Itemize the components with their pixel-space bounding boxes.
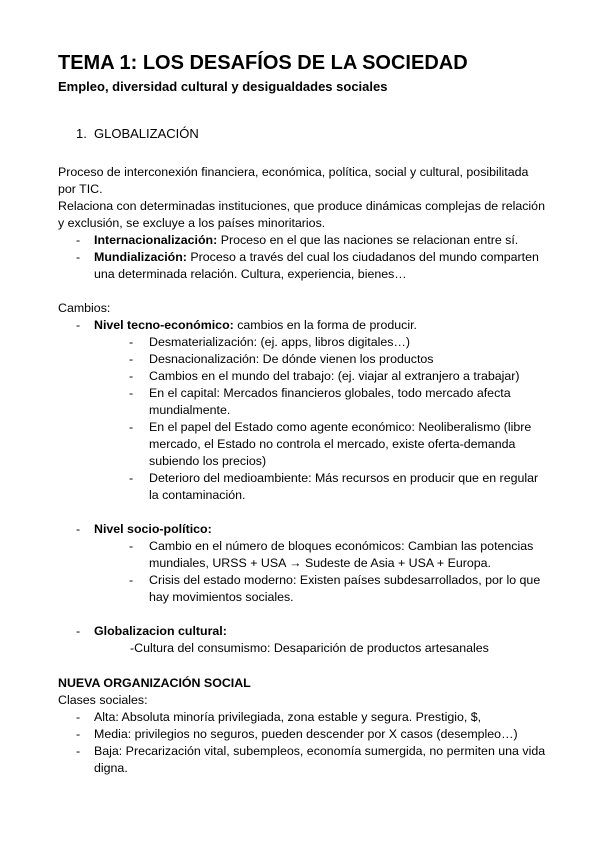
cultural-item: -Cultura del consumismo: Desaparición de productos artesanales bbox=[130, 641, 489, 655]
cambios-label: Cambios: bbox=[58, 301, 111, 315]
term-label: Internacionalización: bbox=[94, 233, 218, 247]
list-item: - Baja: Precarización vital, subempleos, economía sumergida, no permiten una vida digna. bbox=[58, 743, 548, 777]
tecno-sublist bbox=[129, 334, 548, 504]
list-item bbox=[58, 623, 548, 657]
list-item bbox=[58, 249, 548, 283]
list-item: - Desnacionalización: De dónde vienen los productos bbox=[129, 351, 548, 368]
term-text: cambios en la forma de producir. bbox=[233, 318, 417, 332]
list-item: - En el capital: Mercados financieros globales, todo mercado afecta mundialmente. bbox=[129, 385, 548, 419]
section-heading-organizacion: NUEVA ORGANIZACIÓN SOCIAL bbox=[58, 676, 251, 690]
intro-paragraph-2: Relaciona con determinadas instituciones, que produce dinámicas complejas de relación y exclusión, se excluye a los países minoritarios. bbox=[58, 199, 545, 230]
list-item bbox=[58, 521, 548, 606]
list-item: - Cambio en el número de bloques económicos: Cambian las potencias mundiales, URSS + USA → Sudeste de Asia + USA + Europa. bbox=[129, 538, 548, 572]
section-title: GLOBALIZACIÓN bbox=[94, 126, 199, 141]
socio-sublist bbox=[129, 538, 548, 606]
clases-label: Clases sociales: bbox=[58, 693, 148, 707]
list-item: - Alta: Absoluta minoría privilegiada, zona estable y segura. Prestigio, $, bbox=[58, 709, 548, 726]
cambios-list bbox=[58, 317, 548, 657]
term-label: Nivel tecno-económico: bbox=[94, 318, 234, 332]
page-title: TEMA 1: LOS DESAFÍOS DE LA SOCIEDAD bbox=[58, 52, 468, 74]
section-number: 1. bbox=[76, 126, 87, 141]
list-item bbox=[58, 317, 548, 504]
list-item: - Cambios en el mundo del trabajo: (ej. viajar al extranjero a trabajar) bbox=[129, 368, 548, 385]
list-item: - Media: privilegios no seguros, pueden descender por X casos (desempleo…) bbox=[58, 726, 548, 743]
definitions-list bbox=[58, 232, 548, 283]
term-text: Proceso en el que las naciones se relacionan entre sí. bbox=[217, 233, 519, 247]
term-label: Mundialización: bbox=[94, 250, 187, 264]
list-item bbox=[58, 232, 548, 249]
term-label: Globalizacion cultural: bbox=[94, 624, 227, 638]
section-heading-globalizacion bbox=[76, 125, 548, 143]
list-item: - Deterioro del medioambiente: Más recursos en producir que en regular la contaminación. bbox=[129, 470, 548, 504]
page-subtitle: Empleo, diversidad cultural y desigualdades sociales bbox=[58, 79, 388, 94]
list-item: - En el papel del Estado como agente económico: Neoliberalismo (libre mercado, el Estado no controla el mercado, existe oferta-demanda subiendo los precios) bbox=[129, 419, 548, 470]
term-text: Proceso a través del cual los ciudadanos del mundo comparten una determinada relación. Cultura, experiencia, bienes… bbox=[94, 250, 539, 281]
list-item: - Crisis del estado moderno: Existen países subdesarrollados, por lo que hay movimientos sociales. bbox=[129, 572, 548, 606]
clases-list bbox=[58, 709, 548, 777]
term-label: Nivel socio-político: bbox=[94, 522, 212, 536]
document-page bbox=[58, 50, 548, 777]
list-item: - Desmaterialización: (ej. apps, libros digitales…) bbox=[129, 334, 548, 351]
intro-paragraph-1: Proceso de interconexión financiera, económica, política, social y cultural, posibilitada por TIC. bbox=[58, 165, 529, 196]
